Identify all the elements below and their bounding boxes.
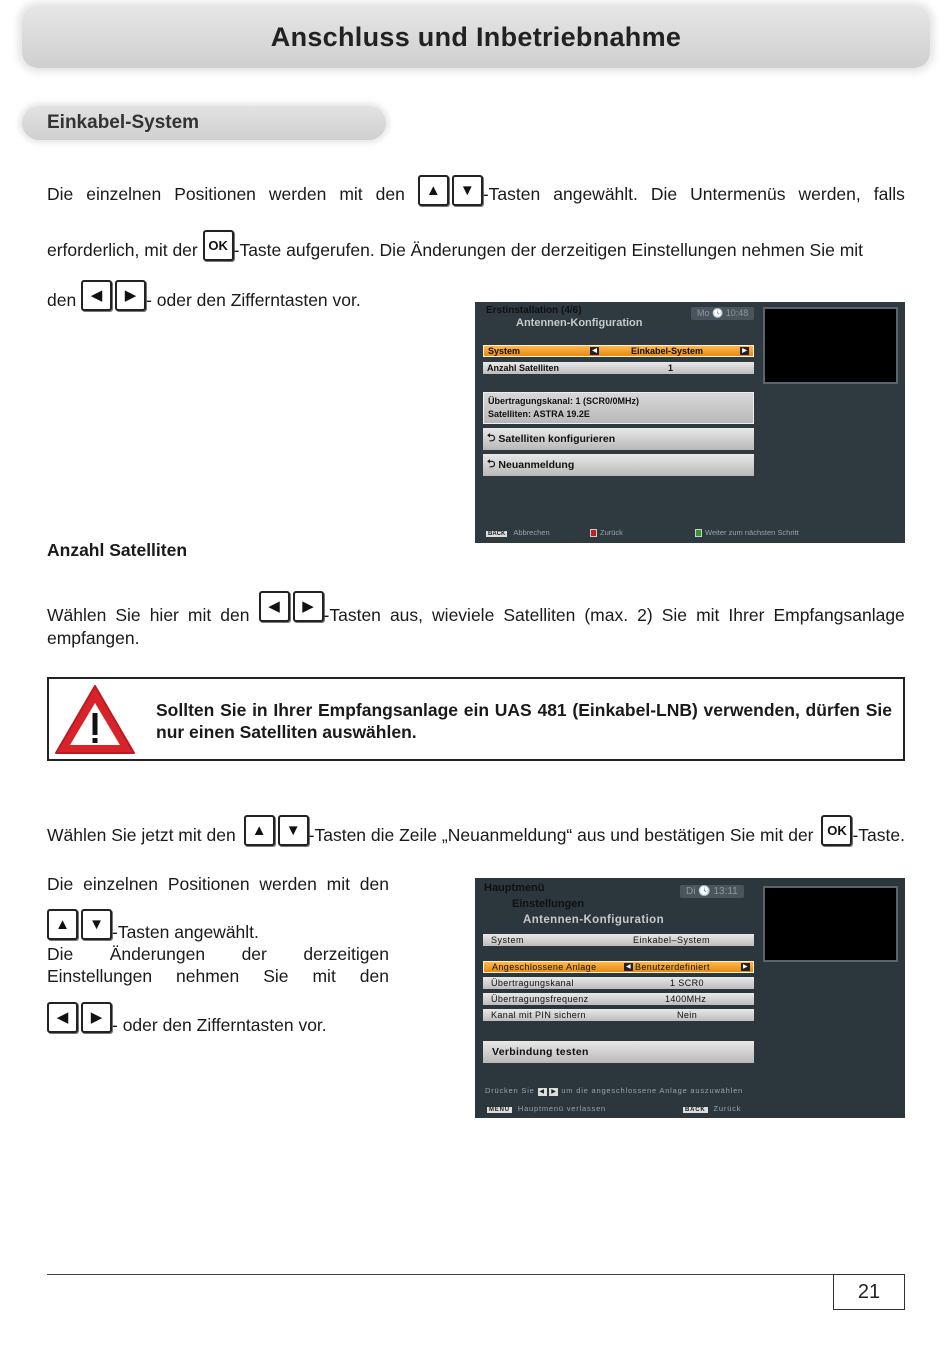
word: Die xyxy=(47,184,74,204)
word: nehmen xyxy=(176,966,240,986)
osd-row-system xyxy=(483,934,754,946)
word: aus, xyxy=(389,605,424,625)
osd-subtitle: Antennen-Konfiguration xyxy=(523,914,665,926)
hint-text: Drücken Sie xyxy=(485,1086,535,1095)
word: werden xyxy=(268,184,327,204)
intro-line-3 xyxy=(47,280,361,311)
red-key-icon xyxy=(590,529,597,537)
warning-box xyxy=(47,677,905,761)
word: mit xyxy=(326,874,350,894)
warning-triangle-icon xyxy=(53,683,137,757)
arrow-down-key-icon: ▼ xyxy=(81,909,112,940)
row-value: 1 xyxy=(668,363,674,373)
button-label: Satelliten konfigurieren xyxy=(498,433,616,445)
footer-label: Zurück xyxy=(600,528,623,537)
text: - oder den Zifferntasten vor. xyxy=(146,290,361,310)
arrow-right-key-icon: ▶ xyxy=(115,280,146,311)
text: den xyxy=(47,290,77,310)
row-value: 1 SCR0 xyxy=(670,978,704,988)
word: mit xyxy=(696,605,720,625)
row-label: Kanal mit PIN sichern xyxy=(491,1010,586,1020)
arrow-left-icon: ◀ xyxy=(590,347,599,355)
text: Wählen Sie jetzt mit den xyxy=(47,825,236,845)
word: wieviele xyxy=(432,605,495,625)
text: - oder den Zifferntasten vor. xyxy=(112,1015,327,1035)
arrow-left-key-icon: ◀ xyxy=(47,1002,78,1033)
warning-text: Sollten Sie in Ihrer Empfangsanlage ein UAS 481 (Einkabel-LNB) verwenden, dürfen Sie nur einen Satelliten auswählen. xyxy=(156,700,892,742)
page-number xyxy=(833,1274,905,1310)
row-value: Einkabel–System xyxy=(633,935,711,945)
text: erforderlich, mit der xyxy=(47,240,198,260)
intro-line-2 xyxy=(47,230,905,261)
word: einzelnen xyxy=(86,184,162,204)
arrow-right-key-icon: ▶ xyxy=(293,591,324,622)
word: falls xyxy=(873,184,905,204)
back-key-icon: BACK xyxy=(488,531,506,537)
up-down-keys xyxy=(418,175,540,206)
page-number-text: 21 xyxy=(857,1280,881,1303)
row-label: Übertragungsfrequenz xyxy=(491,994,589,1004)
arrow-up-key-icon: ▲ xyxy=(418,175,449,206)
button-label: Verbindung testen xyxy=(492,1046,589,1058)
arrow-right-icon: ▶ xyxy=(740,347,749,355)
osd-configure-satellites-button xyxy=(483,428,754,450)
word: 2) xyxy=(637,605,653,625)
osd-breadcrumb: Einstellungen xyxy=(512,898,585,910)
row-value: Nein xyxy=(677,1010,698,1020)
footer-label: Weiter zum nächsten Schritt xyxy=(705,528,799,537)
hint-text: um die angeschlossene Anlage auszuwählen xyxy=(561,1086,744,1095)
text: -Tasten angewählt. xyxy=(112,922,259,942)
osd-tv-preview xyxy=(763,307,898,384)
section-title: Einkabel-System xyxy=(47,112,200,133)
arrow-up-key-icon: ▲ xyxy=(244,815,275,846)
back-key-icon: BACK xyxy=(685,1107,706,1113)
row-label: Angeschlossene Anlage xyxy=(492,962,597,972)
arrow-right-key-icon: ▶ xyxy=(81,1002,112,1033)
osd-subtitle: Antennen-Konfiguration xyxy=(516,317,643,329)
word: -Tasten xyxy=(482,184,541,204)
word: Die xyxy=(650,184,678,204)
osd-title: Erstinstallation (4/6) xyxy=(486,305,582,316)
button-label: Neuanmeldung xyxy=(498,459,575,471)
arrow-down-key-icon: ▼ xyxy=(452,175,483,206)
arrow-left-key-icon: ◀ xyxy=(259,591,290,622)
chapter-header xyxy=(22,6,930,68)
green-key-icon xyxy=(695,529,702,537)
left-right-keys xyxy=(259,591,381,626)
text: -Taste aufgerufen. Die Änderungen der derzeitigen Einstellungen nehmen Sie mit xyxy=(233,240,864,260)
footer-label: Hauptmenü verlassen xyxy=(517,1104,607,1113)
positions-line-5 xyxy=(47,1002,327,1036)
info-line: Satelliten: ASTRA 19.2E xyxy=(488,409,590,419)
chapter-title: Anschluss und Inbetriebnahme xyxy=(270,21,682,52)
osd-footer-menu xyxy=(487,1104,606,1113)
osd-tv-preview xyxy=(763,886,898,962)
ok-key-icon: OK xyxy=(821,815,852,846)
neuanmeldung-line xyxy=(47,812,905,846)
word: Ihrer xyxy=(728,605,765,625)
osd-title: Hauptmenü xyxy=(484,882,545,894)
section-header xyxy=(22,106,386,140)
word: Einstellungen xyxy=(47,966,153,986)
word: -Tasten xyxy=(323,605,381,625)
word: derzeitigen xyxy=(303,944,389,964)
satellites-line-2: empfangen. xyxy=(47,628,140,648)
intro-line-1 xyxy=(47,183,905,206)
arrow-left-key-icon: ◀ xyxy=(81,280,112,311)
row-value: 1400MHz xyxy=(665,994,707,1004)
arrow-up-key-icon: ▲ xyxy=(47,909,78,940)
footer-label: Zurück xyxy=(713,1104,742,1113)
row-label: Anzahl Satelliten xyxy=(487,363,560,373)
return-arrow-icon: ⮌ xyxy=(487,432,496,444)
word: Wählen xyxy=(47,605,107,625)
row-label: System xyxy=(488,346,521,356)
row-value: Benutzerdefiniert xyxy=(635,962,710,972)
word: mit xyxy=(312,966,336,986)
footer-rule xyxy=(47,1274,905,1275)
osd-footer-next xyxy=(695,528,799,537)
word: Sie xyxy=(263,966,289,986)
word: Änderungen xyxy=(109,944,206,964)
positions-line-2 xyxy=(47,909,259,943)
word: Positionen xyxy=(174,184,256,204)
word: Positionen xyxy=(167,874,250,894)
row-label: System xyxy=(491,935,525,945)
word: Die xyxy=(47,874,74,894)
word: einzelnen xyxy=(83,874,159,894)
satellites-line-1 xyxy=(47,592,905,626)
osd-hint xyxy=(485,1086,743,1096)
word: mit xyxy=(339,184,363,204)
word: Empfangsanlage xyxy=(773,605,905,625)
word: mit xyxy=(187,605,212,625)
positions-line-1 xyxy=(47,874,389,895)
arrow-left-icon: ◀ xyxy=(539,1089,545,1095)
osd-row-channel xyxy=(483,977,754,989)
positions-line-3 xyxy=(47,944,389,965)
row-value: Einkabel-System xyxy=(631,346,704,356)
osd-row-satellites xyxy=(483,362,754,374)
arrow-down-key-icon: ▼ xyxy=(278,815,309,846)
osd-neuanmeldung-button xyxy=(483,454,754,476)
osd-row-system xyxy=(483,345,754,357)
word: Satelliten xyxy=(503,605,576,625)
osd-clock: Mo 🕓 10:48 xyxy=(691,307,754,320)
word: Die xyxy=(47,944,74,964)
osd-info-box xyxy=(483,392,754,424)
positions-line-4 xyxy=(47,966,389,987)
info-line: Übertragungskanal: 1 (SCR0/0MHz) xyxy=(488,396,640,406)
word: angewählt. xyxy=(553,184,638,204)
word: den xyxy=(220,605,250,625)
word: werden, xyxy=(798,184,861,204)
row-label: Übertragungskanal xyxy=(491,978,574,988)
osd-test-connection-button xyxy=(483,1041,754,1063)
osd-screenshot-installation xyxy=(475,302,905,543)
satellites-heading: Anzahl Satelliten xyxy=(47,540,188,560)
word: Sie xyxy=(661,605,688,625)
word: den xyxy=(359,966,389,986)
osd-footer-cancel xyxy=(486,528,550,537)
word: der xyxy=(241,944,267,964)
ok-key-icon: OK xyxy=(203,230,234,261)
osd-row-connected-system xyxy=(483,961,754,973)
osd-row-pin xyxy=(483,1009,754,1021)
word: den xyxy=(359,874,389,894)
arrow-right-icon: ▶ xyxy=(742,964,748,970)
arrow-left-icon: ◀ xyxy=(625,964,631,970)
osd-screenshot-main-menu xyxy=(475,878,905,1118)
word: Sie xyxy=(115,605,141,625)
arrow-right-icon: ▶ xyxy=(551,1089,557,1095)
word: Untermenüs xyxy=(690,184,786,204)
osd-footer-back xyxy=(683,1104,741,1113)
menu-key-icon: MENU xyxy=(489,1107,510,1113)
text: -Tasten die Zeile „Neuanmeldung“ aus und bestätigen Sie mit der xyxy=(308,825,814,845)
word: (max. xyxy=(584,605,629,625)
return-arrow-icon: ⮌ xyxy=(487,458,496,470)
text: -Taste. xyxy=(852,825,905,845)
osd-row-frequency xyxy=(483,993,754,1005)
osd-footer-back xyxy=(590,528,623,537)
word: hier xyxy=(149,605,179,625)
word: den xyxy=(375,184,405,204)
footer-label: Abbrechen xyxy=(513,528,550,537)
osd-clock: Di 🕓 13:11 xyxy=(680,885,744,898)
word: werden xyxy=(259,874,317,894)
